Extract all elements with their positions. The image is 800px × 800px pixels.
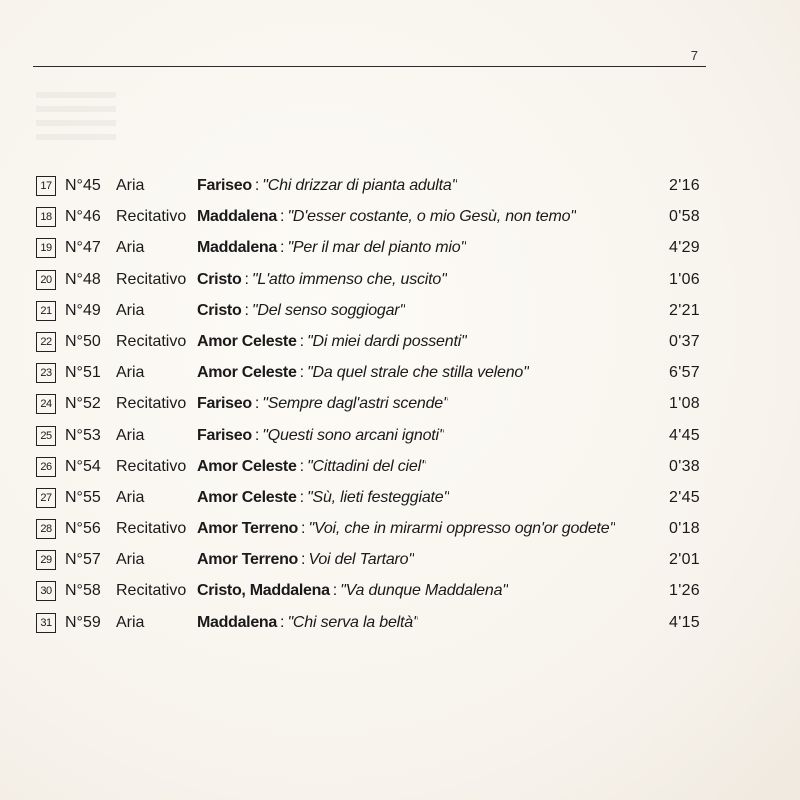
incipit-text: "Cittadini del ciel" xyxy=(307,457,427,475)
track-description xyxy=(197,173,457,199)
duration: 0'18 xyxy=(669,520,700,538)
duration: 1'06 xyxy=(669,270,700,288)
track-description xyxy=(197,610,418,636)
track-description xyxy=(197,329,467,355)
track-description xyxy=(197,547,414,573)
work-number: N°47 xyxy=(65,239,101,257)
track-description xyxy=(197,267,447,293)
separator-colon: : xyxy=(299,332,305,350)
movement-type: Recitativo xyxy=(116,270,187,288)
movement-type: Recitativo xyxy=(116,520,187,538)
track-description xyxy=(197,235,466,261)
work-number: N°59 xyxy=(65,613,101,631)
track-number-box: 25 xyxy=(36,426,56,446)
separator-colon: : xyxy=(244,301,249,319)
movement-type: Aria xyxy=(116,426,145,444)
duration: 0'38 xyxy=(669,457,700,475)
track-number-box: 21 xyxy=(36,301,56,321)
singer-name: Maddalena xyxy=(197,239,277,257)
separator-colon: : xyxy=(254,395,260,413)
duration: 2'16 xyxy=(669,177,700,194)
incipit-text: "D'esser costante, o mio Gesù, non temo" xyxy=(287,208,576,226)
movement-type: Aria xyxy=(116,177,145,194)
track-row xyxy=(36,485,706,516)
work-number: N°48 xyxy=(65,270,101,288)
track-row xyxy=(36,267,706,298)
track-row xyxy=(36,298,706,329)
movement-type: Aria xyxy=(116,364,145,382)
singer-name: Amor Celeste xyxy=(197,488,297,506)
duration: 1'26 xyxy=(669,582,700,600)
incipit-text: Voi del Tartaro" xyxy=(308,551,414,569)
track-row xyxy=(36,391,706,422)
track-number-box: 22 xyxy=(36,332,56,352)
separator-colon: : xyxy=(299,488,305,506)
duration: 4'15 xyxy=(669,613,700,631)
singer-name: Maddalena xyxy=(197,613,277,631)
track-number-box: 30 xyxy=(36,581,56,601)
track-row xyxy=(36,547,706,578)
track-description xyxy=(197,391,448,417)
singer-name: Cristo xyxy=(197,301,242,319)
track-number-box: 18 xyxy=(36,207,56,227)
duration: 0'37 xyxy=(669,332,700,350)
incipit-text: "L'atto immenso che, uscito" xyxy=(251,270,447,288)
duration: 4'45 xyxy=(669,426,700,444)
work-number: N°58 xyxy=(65,582,101,600)
work-number: N°53 xyxy=(65,426,101,444)
singer-name: Amor Celeste xyxy=(197,332,297,350)
movement-type: Recitativo xyxy=(116,208,187,226)
separator-colon: : xyxy=(280,239,285,257)
movement-type: Aria xyxy=(116,301,145,319)
movement-type: Aria xyxy=(116,488,145,506)
track-list xyxy=(36,173,706,641)
work-number: N°49 xyxy=(65,301,101,319)
singer-name: Fariseo xyxy=(197,426,252,444)
incipit-text: "Questi sono arcani ignoti" xyxy=(262,426,445,444)
movement-type: Aria xyxy=(116,613,145,631)
incipit-text: "Di miei dardi possenti" xyxy=(307,332,467,350)
incipit-text: "Chi drizzar di pianta adulta" xyxy=(262,177,458,194)
separator-colon: : xyxy=(299,457,305,475)
track-description xyxy=(197,360,529,386)
duration: 6'57 xyxy=(669,364,700,382)
work-number: N°52 xyxy=(65,395,101,413)
header-rule xyxy=(33,66,706,67)
track-description xyxy=(197,485,449,511)
incipit-text: "Del senso soggiogar" xyxy=(251,301,405,319)
work-number: N°51 xyxy=(65,364,101,382)
singer-name: Amor Terreno xyxy=(197,551,299,569)
incipit-text: "Sempre dagl'astri scende" xyxy=(262,395,449,413)
separator-colon: : xyxy=(244,270,249,288)
show-through-ghost-text xyxy=(36,92,116,142)
separator-colon: : xyxy=(299,364,305,382)
singer-name: Amor Terreno xyxy=(197,520,299,538)
movement-type: Aria xyxy=(116,551,145,569)
separator-colon: : xyxy=(280,208,285,226)
track-row xyxy=(36,578,706,609)
singer-name: Fariseo xyxy=(197,177,252,194)
singer-name: Cristo xyxy=(197,270,242,288)
separator-colon: : xyxy=(332,582,338,600)
singer-name: Amor Celeste xyxy=(197,364,297,382)
track-row xyxy=(36,204,706,235)
duration: 2'21 xyxy=(669,301,700,319)
track-row xyxy=(36,329,706,360)
incipit-text: "Va dunque Maddalena" xyxy=(340,582,508,600)
page-number: 7 xyxy=(690,48,698,63)
separator-colon: : xyxy=(280,613,285,631)
singer-name: Fariseo xyxy=(197,395,252,413)
incipit-text: "Voi, che in mirarmi oppresso ogn'or godete" xyxy=(308,520,615,538)
track-row xyxy=(36,454,706,485)
singer-name: Cristo, Maddalena xyxy=(197,582,330,600)
track-description xyxy=(197,423,444,449)
track-number-box: 31 xyxy=(36,613,56,633)
track-number-box: 24 xyxy=(36,394,56,414)
duration: 0'58 xyxy=(669,208,700,226)
incipit-text: "Chi serva la beltà" xyxy=(287,613,419,631)
track-description xyxy=(197,454,426,480)
separator-colon: : xyxy=(301,551,306,569)
work-number: N°50 xyxy=(65,332,101,350)
track-number-box: 26 xyxy=(36,457,56,477)
track-row xyxy=(36,516,706,547)
incipit-text: "Da quel strale che stilla veleno" xyxy=(307,364,529,382)
track-description xyxy=(197,578,508,604)
work-number: N°56 xyxy=(65,520,101,538)
track-number-box: 19 xyxy=(36,238,56,258)
work-number: N°57 xyxy=(65,551,101,569)
track-description xyxy=(197,516,615,542)
work-number: N°46 xyxy=(65,208,101,226)
track-number-box: 23 xyxy=(36,363,56,383)
incipit-text: "Per il mar del pianto mio" xyxy=(287,239,466,257)
singer-name: Maddalena xyxy=(197,208,277,226)
duration: 2'45 xyxy=(669,488,700,506)
movement-type: Recitativo xyxy=(116,582,187,600)
singer-name: Amor Celeste xyxy=(197,457,297,475)
track-number-box: 28 xyxy=(36,519,56,539)
separator-colon: : xyxy=(254,177,260,194)
work-number: N°55 xyxy=(65,488,101,506)
separator-colon: : xyxy=(301,520,306,538)
track-description xyxy=(197,298,405,324)
track-row xyxy=(36,423,706,454)
track-description xyxy=(197,204,576,230)
separator-colon: : xyxy=(254,426,260,444)
track-row xyxy=(36,173,706,204)
track-row xyxy=(36,360,706,391)
movement-type: Recitativo xyxy=(116,332,187,350)
track-number-box: 29 xyxy=(36,550,56,570)
movement-type: Aria xyxy=(116,239,145,257)
track-number-box: 17 xyxy=(36,176,56,196)
duration: 1'08 xyxy=(669,395,700,413)
track-row xyxy=(36,235,706,266)
movement-type: Recitativo xyxy=(116,457,187,475)
duration: 2'01 xyxy=(669,551,700,569)
incipit-text: "Sù, lieti festeggiate" xyxy=(307,488,449,506)
track-row xyxy=(36,610,706,641)
track-number-box: 20 xyxy=(36,270,56,290)
duration: 4'29 xyxy=(669,239,700,257)
track-number-box: 27 xyxy=(36,488,56,508)
work-number: N°54 xyxy=(65,457,101,475)
movement-type: Recitativo xyxy=(116,395,187,413)
work-number: N°45 xyxy=(65,177,101,194)
